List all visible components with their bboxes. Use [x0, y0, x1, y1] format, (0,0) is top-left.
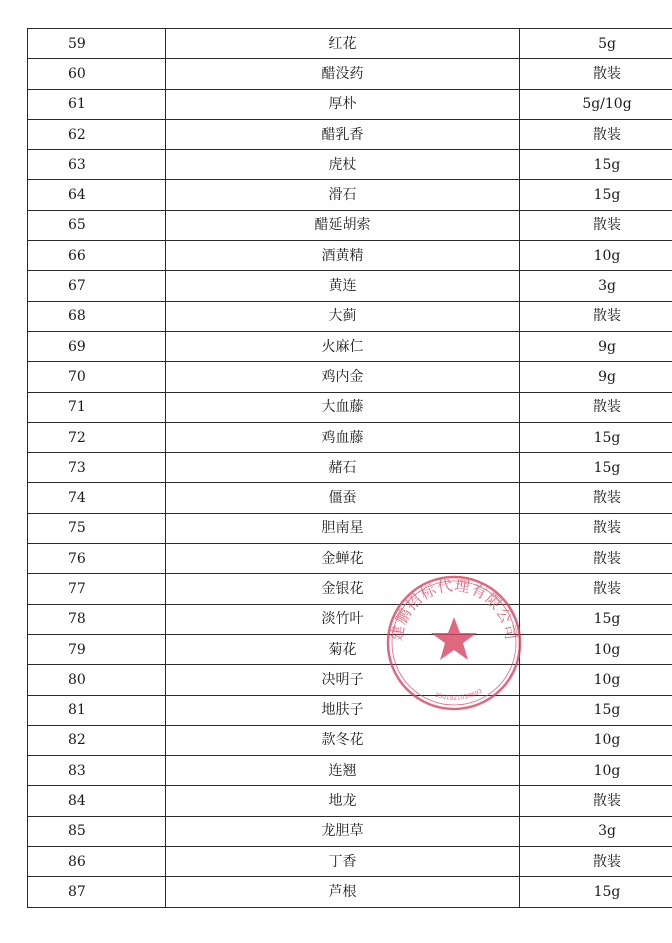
- item-name-cell: 厚朴: [166, 89, 520, 119]
- item-name-cell: 金银花: [166, 574, 520, 604]
- seal-code: 3501021010692: [433, 687, 484, 702]
- row-number-cell: 74: [28, 483, 166, 513]
- row-number-cell: 83: [28, 756, 166, 786]
- item-name-cell: 丁香: [166, 847, 520, 877]
- item-spec-cell: 15g: [520, 453, 672, 483]
- table-row: [28, 816, 672, 846]
- item-spec-cell: 5g/10g: [520, 89, 672, 119]
- item-name-cell: 胆南星: [166, 513, 520, 543]
- row-number-cell: 67: [28, 271, 166, 301]
- table-row: [28, 544, 672, 574]
- item-spec-cell: 散装: [520, 59, 672, 89]
- item-name-cell: 醋延胡索: [166, 210, 520, 240]
- item-spec-cell: 散装: [520, 544, 672, 574]
- table-row: [28, 877, 672, 907]
- item-spec-cell: 3g: [520, 271, 672, 301]
- row-number-cell: 59: [28, 29, 166, 59]
- item-spec-cell: 3g: [520, 816, 672, 846]
- item-spec-cell: 15g: [520, 604, 672, 634]
- item-name-cell: 黄连: [166, 271, 520, 301]
- row-number-cell: 66: [28, 241, 166, 271]
- table-row: [28, 665, 672, 695]
- item-name-cell: 连翘: [166, 756, 520, 786]
- table-row: [28, 574, 672, 604]
- row-number-cell: 62: [28, 119, 166, 149]
- item-name-cell: 鸡血藤: [166, 422, 520, 452]
- item-spec-cell: 散装: [520, 392, 672, 422]
- table-row: [28, 483, 672, 513]
- row-number-cell: 71: [28, 392, 166, 422]
- row-number-cell: 61: [28, 89, 166, 119]
- item-spec-cell: 9g: [520, 331, 672, 361]
- item-spec-cell: 15g: [520, 695, 672, 725]
- item-name-cell: 鸡内金: [166, 362, 520, 392]
- item-name-cell: 赭石: [166, 453, 520, 483]
- row-number-cell: 85: [28, 816, 166, 846]
- item-name-cell: 红花: [166, 29, 520, 59]
- item-name-cell: 芦根: [166, 877, 520, 907]
- item-spec-cell: 15g: [520, 150, 672, 180]
- table-row: [28, 59, 672, 89]
- row-number-cell: 65: [28, 210, 166, 240]
- item-name-cell: 龙胆草: [166, 816, 520, 846]
- item-name-cell: 金蝉花: [166, 544, 520, 574]
- row-number-cell: 77: [28, 574, 166, 604]
- item-name-cell: 款冬花: [166, 725, 520, 755]
- item-name-cell: 滑石: [166, 180, 520, 210]
- row-number-cell: 75: [28, 513, 166, 543]
- row-number-cell: 86: [28, 847, 166, 877]
- item-name-cell: 地肤子: [166, 695, 520, 725]
- table-row: [28, 210, 672, 240]
- table-row: [28, 241, 672, 271]
- item-spec-cell: 10g: [520, 725, 672, 755]
- row-number-cell: 87: [28, 877, 166, 907]
- table-row: [28, 634, 672, 664]
- item-name-cell: 决明子: [166, 665, 520, 695]
- table-row: [28, 604, 672, 634]
- item-spec-cell: 散装: [520, 574, 672, 604]
- item-name-cell: 菊花: [166, 634, 520, 664]
- row-number-cell: 76: [28, 544, 166, 574]
- table-row: [28, 89, 672, 119]
- item-spec-cell: 15g: [520, 180, 672, 210]
- row-number-cell: 72: [28, 422, 166, 452]
- item-name-cell: 火麻仁: [166, 331, 520, 361]
- table-row: [28, 725, 672, 755]
- table-row: [28, 513, 672, 543]
- table-row: [28, 150, 672, 180]
- item-name-cell: 地龙: [166, 786, 520, 816]
- seal-text: 建鹏招标代理有限公司: [387, 576, 521, 643]
- item-spec-cell: 15g: [520, 877, 672, 907]
- row-number-cell: 78: [28, 604, 166, 634]
- item-name-cell: 醋没药: [166, 59, 520, 89]
- item-spec-cell: 10g: [520, 634, 672, 664]
- item-name-cell: 虎杖: [166, 150, 520, 180]
- item-spec-cell: 散装: [520, 513, 672, 543]
- item-name-cell: 僵蚕: [166, 483, 520, 513]
- item-name-cell: 醋乳香: [166, 119, 520, 149]
- table-row: [28, 29, 672, 59]
- item-spec-cell: 9g: [520, 362, 672, 392]
- item-spec-cell: 散装: [520, 301, 672, 331]
- table-row: [28, 695, 672, 725]
- row-number-cell: 69: [28, 331, 166, 361]
- item-name-cell: 大蓟: [166, 301, 520, 331]
- item-name-cell: 淡竹叶: [166, 604, 520, 634]
- table-row: [28, 453, 672, 483]
- table-row: [28, 331, 672, 361]
- item-spec-cell: 散装: [520, 119, 672, 149]
- item-name-cell: 大血藤: [166, 392, 520, 422]
- item-spec-cell: 散装: [520, 210, 672, 240]
- table-row: [28, 271, 672, 301]
- row-number-cell: 70: [28, 362, 166, 392]
- item-spec-cell: 5g: [520, 29, 672, 59]
- item-table-body: [28, 29, 672, 908]
- row-number-cell: 84: [28, 786, 166, 816]
- row-number-cell: 79: [28, 634, 166, 664]
- row-number-cell: 73: [28, 453, 166, 483]
- item-spec-cell: 散装: [520, 786, 672, 816]
- row-number-cell: 63: [28, 150, 166, 180]
- item-table-container: [27, 28, 651, 908]
- table-row: [28, 756, 672, 786]
- table-row: [28, 119, 672, 149]
- row-number-cell: 64: [28, 180, 166, 210]
- row-number-cell: 80: [28, 665, 166, 695]
- item-spec-cell: 散装: [520, 483, 672, 513]
- item-name-cell: 酒黄精: [166, 241, 520, 271]
- item-spec-cell: 10g: [520, 241, 672, 271]
- table-row: [28, 362, 672, 392]
- table-row: [28, 180, 672, 210]
- item-spec-cell: 10g: [520, 665, 672, 695]
- table-row: [28, 301, 672, 331]
- row-number-cell: 81: [28, 695, 166, 725]
- table-row: [28, 847, 672, 877]
- row-number-cell: 68: [28, 301, 166, 331]
- item-spec-cell: 10g: [520, 756, 672, 786]
- item-spec-cell: 15g: [520, 422, 672, 452]
- row-number-cell: 82: [28, 725, 166, 755]
- table-row: [28, 786, 672, 816]
- item-table: [27, 28, 672, 908]
- item-spec-cell: 散装: [520, 847, 672, 877]
- table-row: [28, 392, 672, 422]
- table-row: [28, 422, 672, 452]
- row-number-cell: 60: [28, 59, 166, 89]
